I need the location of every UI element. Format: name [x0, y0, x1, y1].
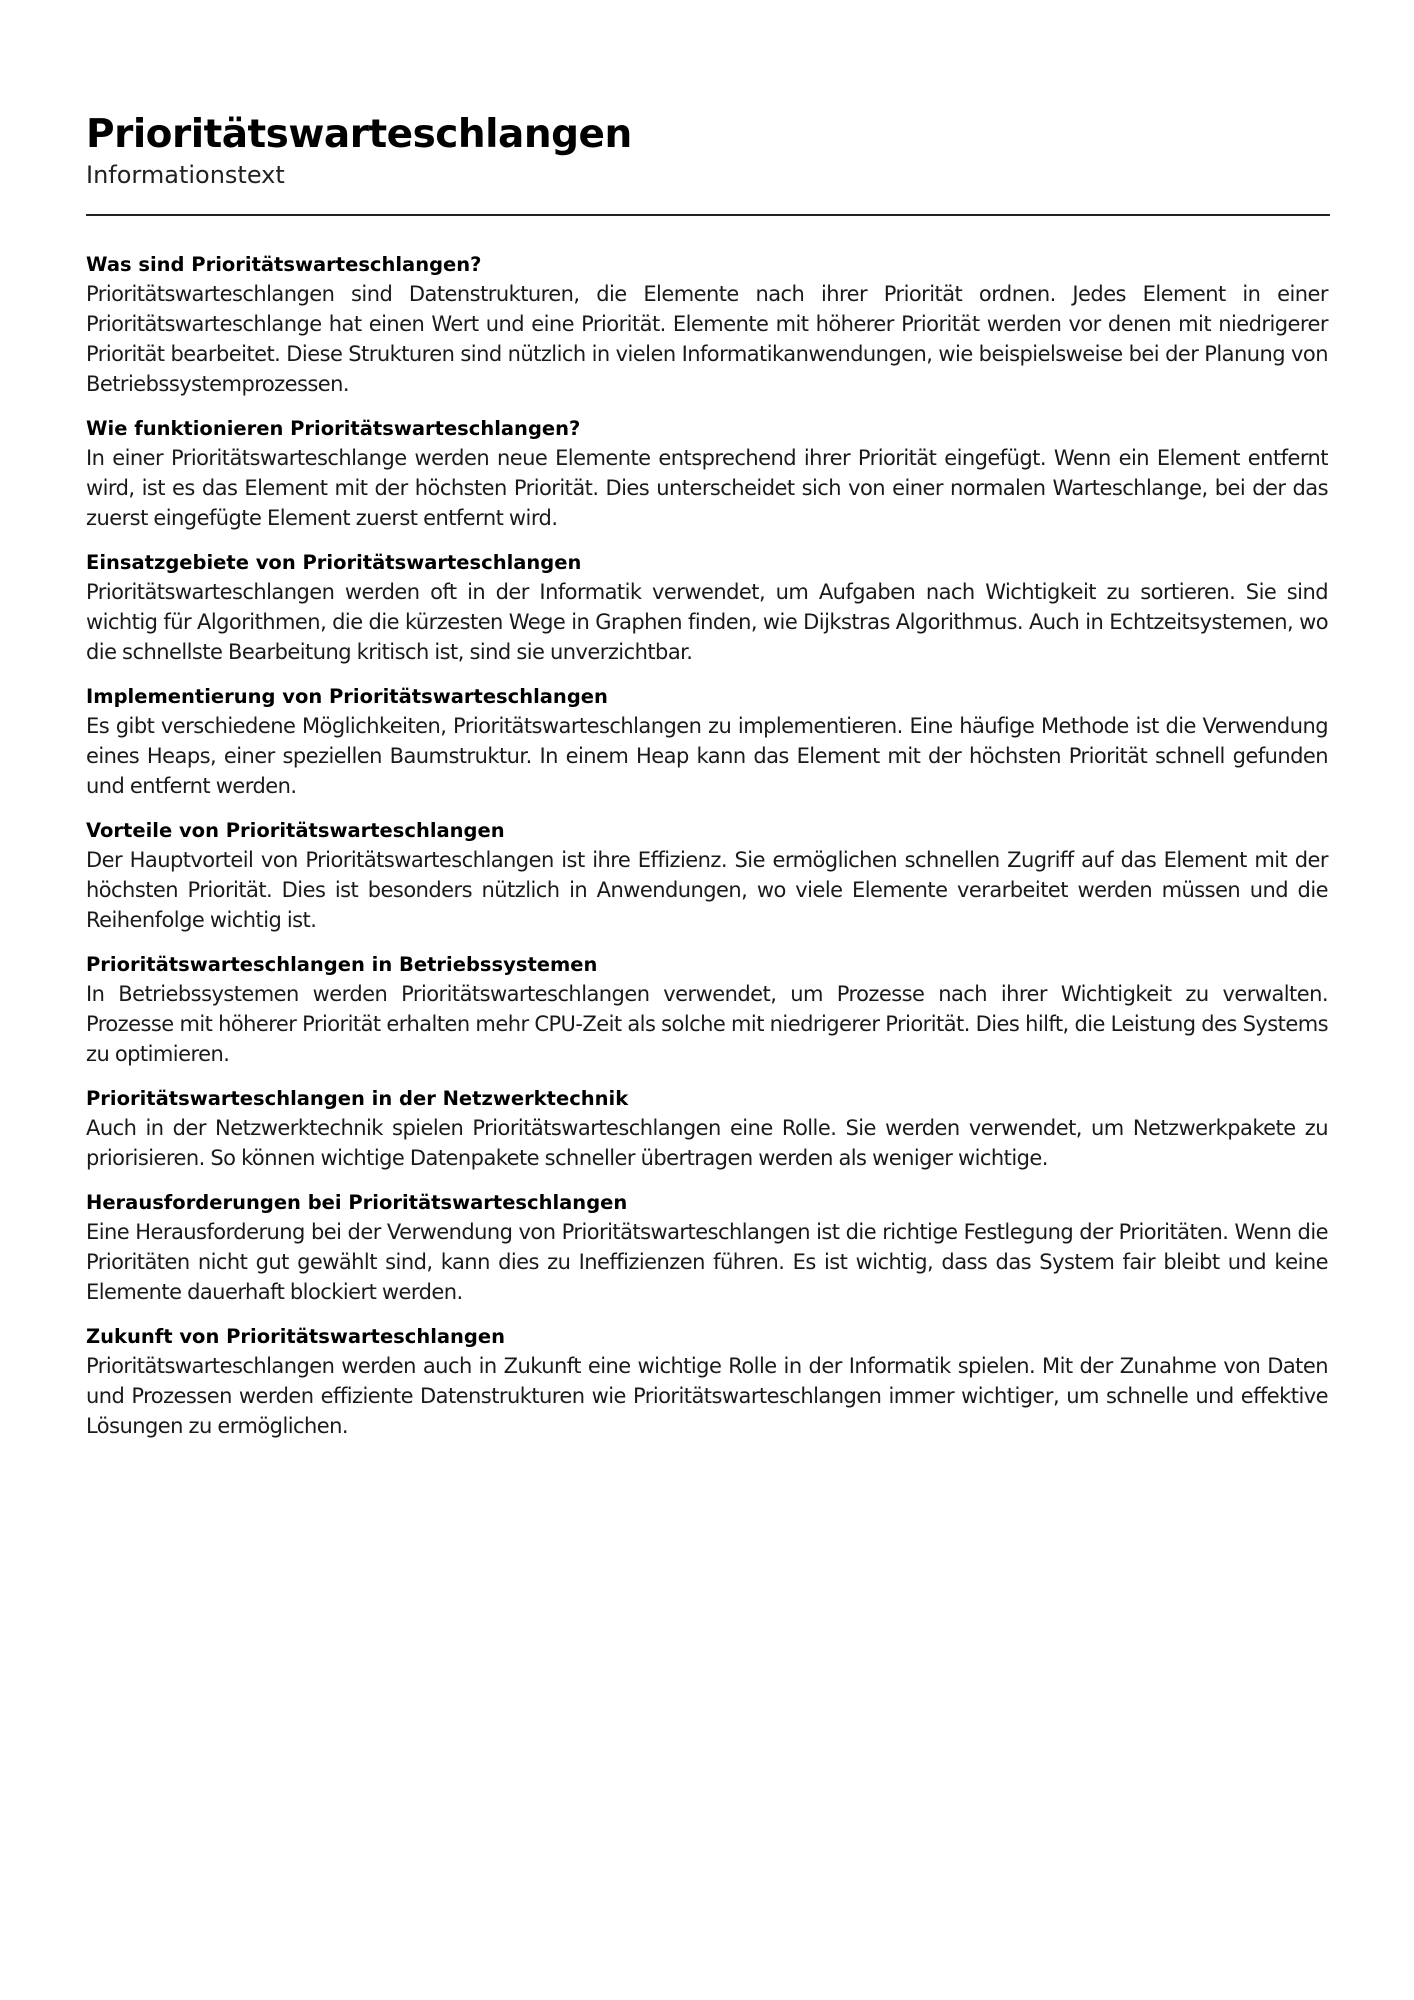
section-heading: Was sind Prioritätswarteschlangen?: [86, 253, 482, 276]
section-wie-funktionieren: [86, 414, 1328, 533]
section-was-sind: [86, 250, 1328, 399]
section-body: Prioritätswarteschlangen sind Datenstrukturen, die Elemente nach ihrer Priorität ordnen. Jedes Element in einer Prioritätswarteschlange hat einen Wert und eine Priorität. Elemente mit höherer Priorität werden vor denen mit niedrigerer Priorität bearbeitet. Diese Strukturen sind nützlich in vielen Informatikanwendungen, wie beispielsweise bei der Planung von Betriebssystemprozessen.: [86, 282, 1328, 396]
section-herausforderungen: [86, 1188, 1328, 1307]
section-body: Prioritätswarteschlangen werden oft in der Informatik verwendet, um Aufgaben nach Wichtigkeit zu sortieren. Sie sind wichtig für Algorithmen, die die kürzesten Wege in Graphen finden, wie Dijkstras Algorithmus. Auch in Echtzeitsystemen, wo die schnellste Bearbeitung kritisch ist, sind sie unverzichtbar.: [86, 580, 1328, 664]
section-vorteile: [86, 816, 1328, 935]
section-betriebssysteme: [86, 950, 1328, 1069]
section-heading: Wie funktionieren Prioritätswarteschlangen?: [86, 417, 581, 440]
section-body: In Betriebssystemen werden Prioritätswarteschlangen verwendet, um Prozesse nach ihrer Wichtigkeit zu verwalten. Prozesse mit höherer Priorität erhalten mehr CPU-Zeit als solche mit niedrigerer Priorität. Dies hilft, die Leistung des Systems zu optimieren.: [86, 982, 1328, 1066]
section-zukunft: [86, 1322, 1328, 1441]
section-heading: Zukunft von Prioritätswarteschlangen: [86, 1325, 506, 1348]
section-body: Der Hauptvorteil von Prioritätswarteschlangen ist ihre Effizienz. Sie ermöglichen schnellen Zugriff auf das Element mit der höchsten Priorität. Dies ist besonders nützlich in Anwendungen, wo viele Elemente verarbeitet werden müssen und die Reihenfolge wichtig ist.: [86, 848, 1328, 932]
section-heading: Herausforderungen bei Prioritätswarteschlangen: [86, 1191, 628, 1214]
section-body: In einer Prioritätswarteschlange werden neue Elemente entsprechend ihrer Priorität eingefügt. Wenn ein Element entfernt wird, ist es das Element mit der höchsten Priorität. Dies unterscheidet sich von einer normalen Warteschlange, bei der das zuerst eingefügte Element zuerst entfernt wird.: [86, 446, 1328, 530]
section-body: Auch in der Netzwerktechnik spielen Prioritätswarteschlangen eine Rolle. Sie werden verwendet, um Netzwerkpakete zu priorisieren. So können wichtige Datenpakete schneller übertragen werden als weniger wichtige.: [86, 1116, 1328, 1170]
section-heading: Einsatzgebiete von Prioritätswarteschlangen: [86, 551, 582, 574]
section-body: Prioritätswarteschlangen werden auch in Zukunft eine wichtige Rolle in der Informatik spielen. Mit der Zunahme von Daten und Prozessen werden effiziente Datenstrukturen wie Prioritätswarteschlangen immer wichtiger, um schnelle und effektive Lösungen zu ermöglichen.: [86, 1354, 1328, 1438]
section-heading: Vorteile von Prioritätswarteschlangen: [86, 819, 505, 842]
section-netzwerktechnik: [86, 1084, 1328, 1173]
section-heading: Implementierung von Prioritätswarteschlangen: [86, 685, 608, 708]
title-divider: [86, 214, 1330, 216]
section-body: Es gibt verschiedene Möglichkeiten, Prioritätswarteschlangen zu implementieren. Eine häufige Methode ist die Verwendung eines Heaps, einer speziellen Baumstruktur. In einem Heap kann das Element mit der höchsten Priorität schnell gefunden und entfernt werden.: [86, 714, 1328, 798]
section-body: Eine Herausforderung bei der Verwendung von Prioritätswarteschlangen ist die richtige Festlegung der Prioritäten. Wenn die Prioritäten nicht gut gewählt sind, kann dies zu Ineffizienzen führen. Es ist wichtig, dass das System fair bleibt und keine Elemente dauerhaft blockiert werden.: [86, 1220, 1328, 1304]
document-page: [86, 112, 1328, 1456]
section-implementierung: [86, 682, 1328, 801]
page-subtitle: Informationstext: [86, 161, 285, 189]
section-heading: Prioritätswarteschlangen in Betriebssystemen: [86, 953, 598, 976]
page-title: Prioritätswarteschlangen: [86, 112, 632, 157]
section-einsatzgebiete: [86, 548, 1328, 667]
section-heading: Prioritätswarteschlangen in der Netzwerktechnik: [86, 1087, 629, 1110]
